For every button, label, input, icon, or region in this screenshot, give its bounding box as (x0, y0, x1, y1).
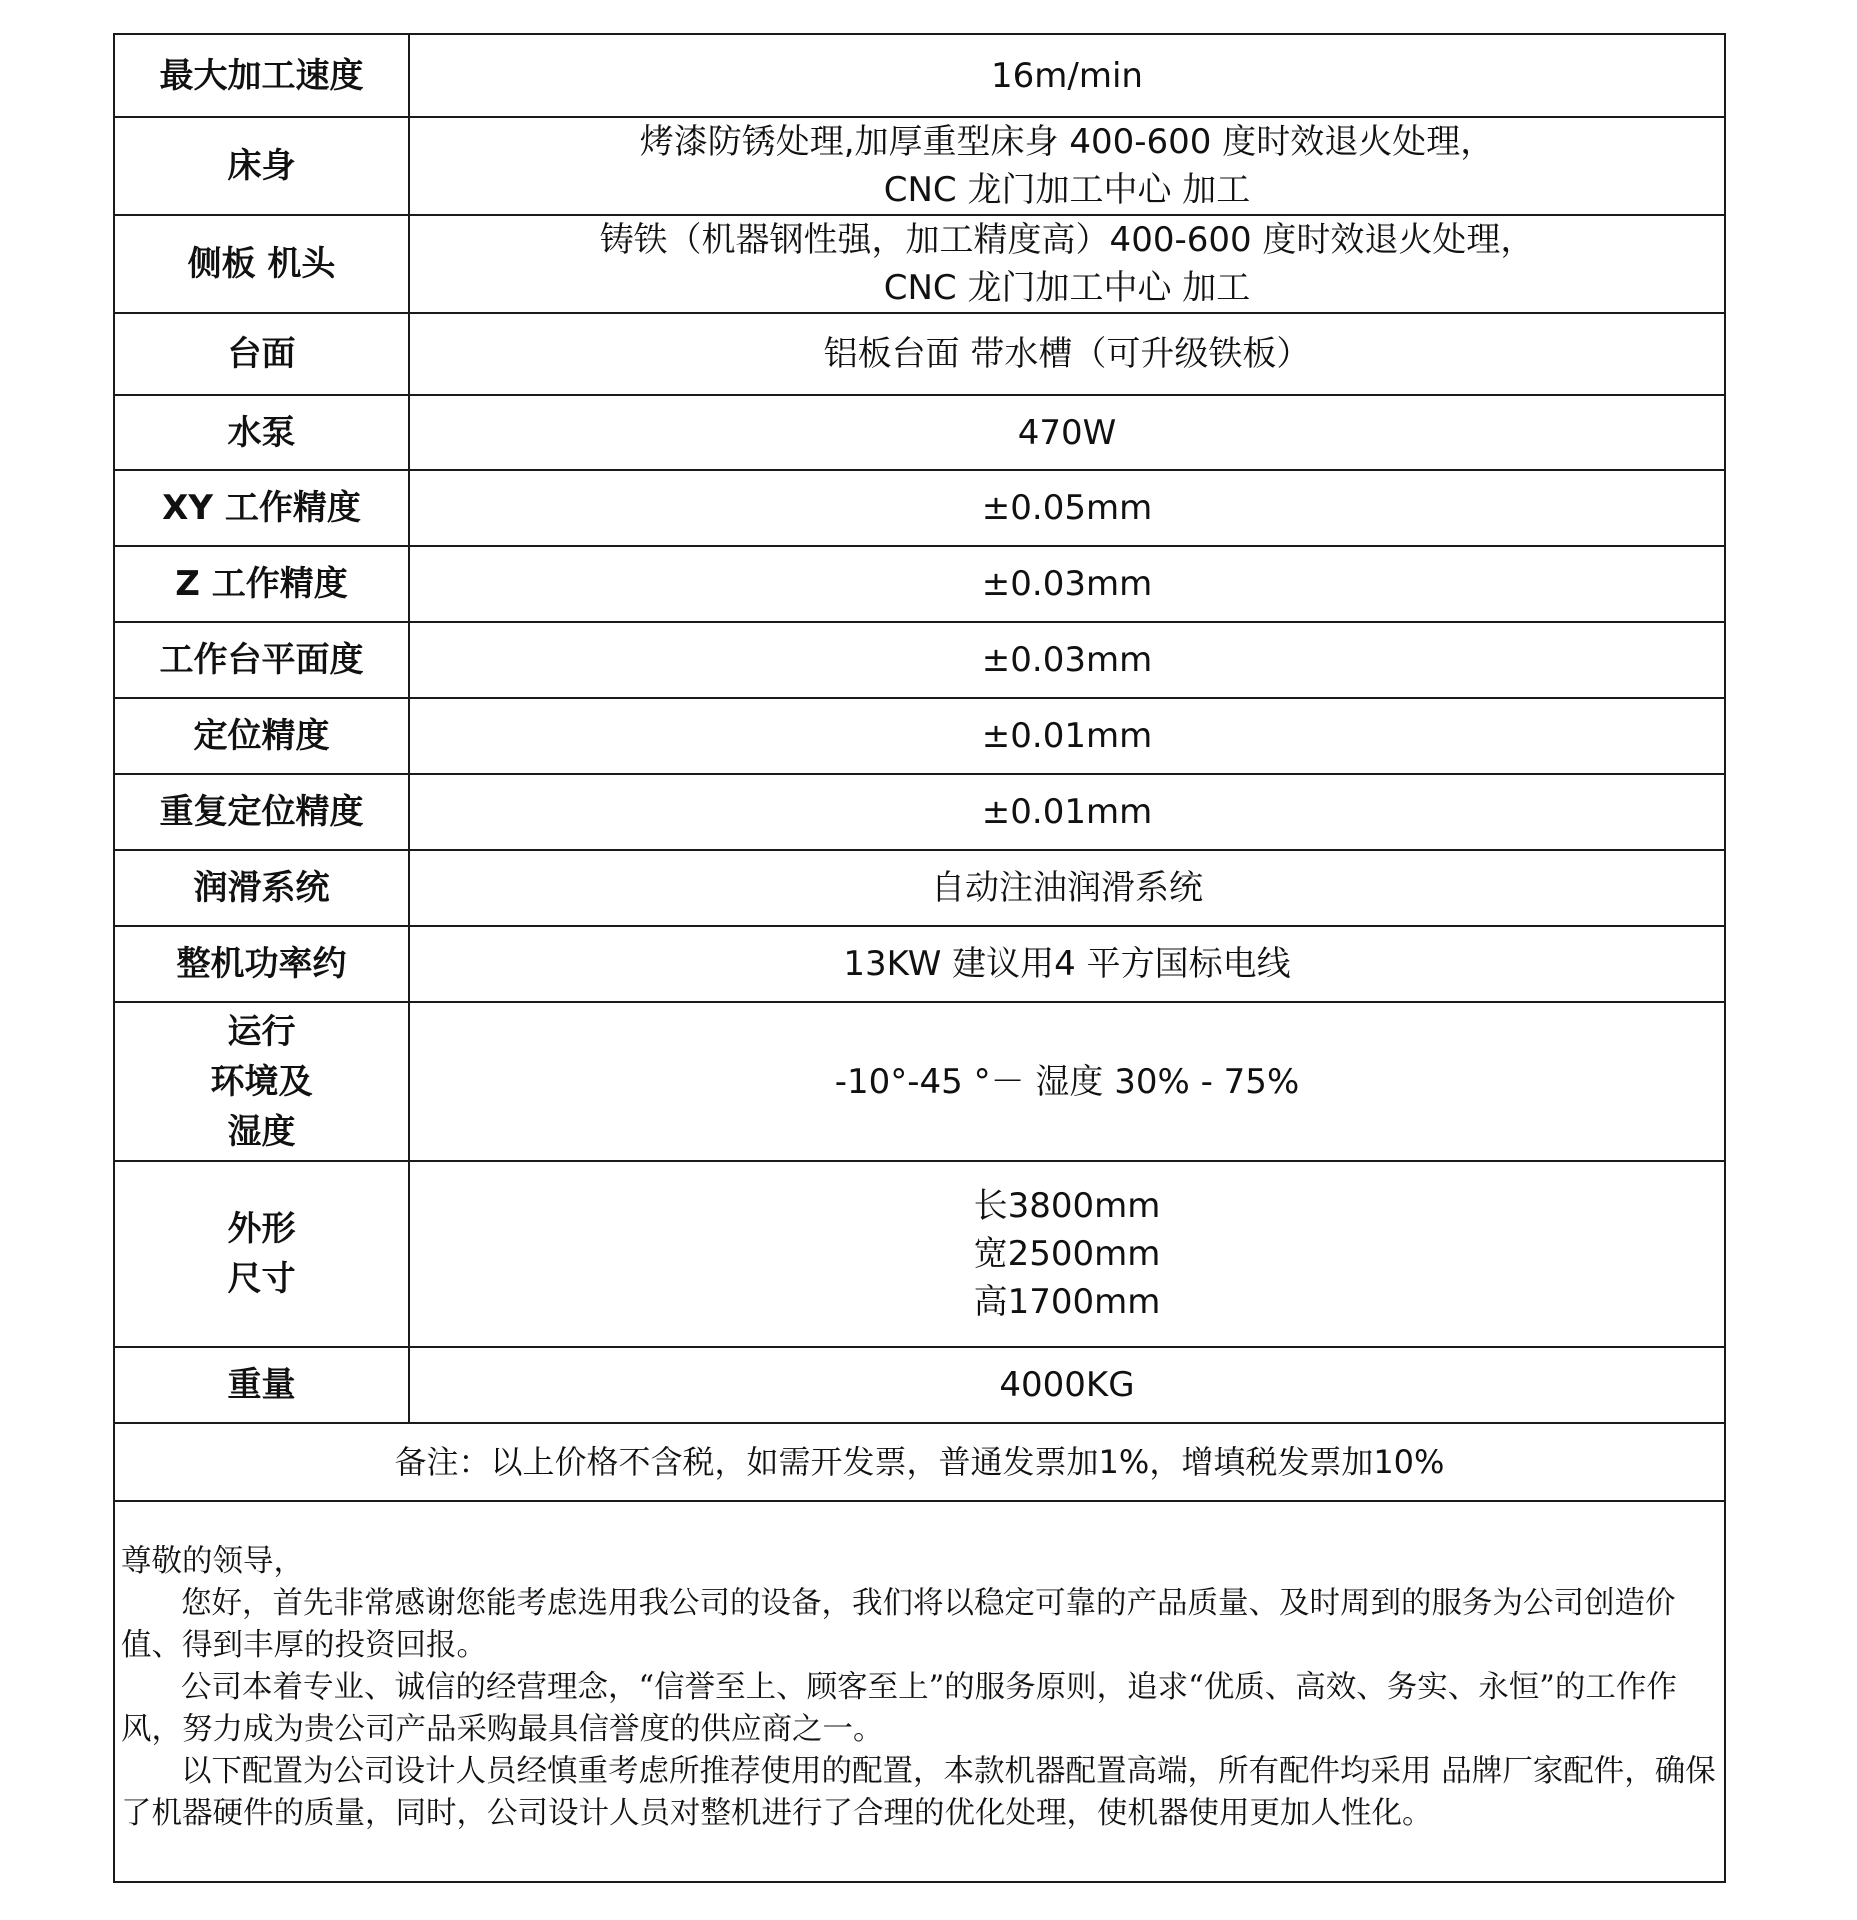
letter-paragraph: 您好，首先非常感谢您能考虑选用我公司的设备，我们将以稳定可靠的产品质量、及时周到的服务为公司创造价值、得到丰厚的投资回报。 (121, 1586, 1676, 1663)
spec-label: 润滑系统 (115, 850, 409, 926)
spec-label: 工作台平面度 (115, 622, 409, 698)
spec-row-environment (115, 1002, 1724, 1161)
spec-label: 运行 环境及 湿度 (115, 1002, 409, 1161)
letter-salutation: 尊敬的领导， (121, 1544, 304, 1579)
spec-value: 铸铁（机器钢性强，加工精度高）400-600 度时效退火处理， CNC 龙门加工中心 加工 (409, 215, 1724, 313)
spec-label: 整机功率约 (115, 926, 409, 1002)
spec-label: 重复定位精度 (115, 774, 409, 850)
spec-value: 16m/min (409, 35, 1724, 117)
spec-value: ±0.01mm (409, 698, 1724, 774)
spec-row-flatness (115, 622, 1724, 698)
spec-row-lubrication (115, 850, 1724, 926)
spec-label: 最大加工速度 (115, 35, 409, 117)
spec-row-note (115, 1423, 1724, 1501)
spec-row-dimensions (115, 1161, 1724, 1347)
spec-value: -10°-45 °－ 湿度 30% - 75% (409, 1002, 1724, 1161)
spec-sheet (113, 33, 1726, 1883)
spec-row-xy-precision (115, 470, 1724, 546)
spec-row-water-pump (115, 395, 1724, 470)
spec-label: 水泵 (115, 395, 409, 470)
letter-paragraph: 以下配置为公司设计人员经慎重考虑所推荐使用的配置，本款机器配置高端，所有配件均采用 品牌厂家配件，确保了机器硬件的质量，同时，公司设计人员对整机进行了合理的优化处理，使机器使用更加人性化。 (121, 1754, 1716, 1831)
spec-value: 长3800mm 宽2500mm 高1700mm (409, 1161, 1724, 1347)
spec-table-body (115, 35, 1724, 1501)
spec-value: ±0.03mm (409, 546, 1724, 622)
spec-row-side-plate-head (115, 215, 1724, 313)
spec-table (115, 35, 1724, 1502)
spec-row-table-surface (115, 313, 1724, 395)
spec-value: 13KW 建议用4 平方国标电线 (409, 926, 1724, 1002)
cover-letter (121, 1541, 1717, 1835)
spec-value: 自动注油润滑系统 (409, 850, 1724, 926)
price-note: 备注：以上价格不含税，如需开发票，普通发票加1%，增填税发票加10% (115, 1423, 1724, 1501)
spec-label: 侧板 机头 (115, 215, 409, 313)
spec-value: 470W (409, 395, 1724, 470)
spec-value: ±0.03mm (409, 622, 1724, 698)
spec-row-weight (115, 1347, 1724, 1423)
letter-paragraph: 公司本着专业、诚信的经营理念，“信誉至上、顾客至上”的服务原则，追求“优质、高效、务实、永恒”的工作作风，努力成为贵公司产品采购最具信誉度的供应商之一。 (121, 1670, 1677, 1747)
spec-label: XY 工作精度 (115, 470, 409, 546)
spec-value: 烤漆防锈处理,加厚重型床身 400-600 度时效退火处理， CNC 龙门加工中心 加工 (409, 117, 1724, 215)
spec-label: 重量 (115, 1347, 409, 1423)
spec-label: 台面 (115, 313, 409, 395)
spec-row-max-speed (115, 35, 1724, 117)
spec-label: 床身 (115, 117, 409, 215)
spec-row-repeat-positioning (115, 774, 1724, 850)
spec-label: 定位精度 (115, 698, 409, 774)
spec-label: 外形 尺寸 (115, 1161, 409, 1347)
spec-row-power (115, 926, 1724, 1002)
spec-value: ±0.01mm (409, 774, 1724, 850)
spec-row-positioning (115, 698, 1724, 774)
spec-value: 铝板台面 带水槽（可升级铁板） (409, 313, 1724, 395)
spec-label: Z 工作精度 (115, 546, 409, 622)
spec-value: 4000KG (409, 1347, 1724, 1423)
spec-value: ±0.05mm (409, 470, 1724, 546)
spec-row-z-precision (115, 546, 1724, 622)
spec-row-bed (115, 117, 1724, 215)
